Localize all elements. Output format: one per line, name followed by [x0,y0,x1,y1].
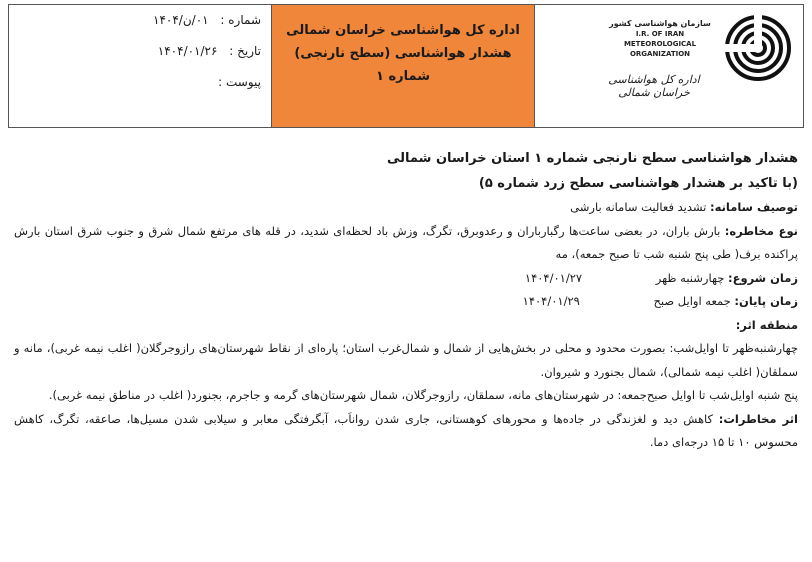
start-label: زمان شروع: [728,270,798,285]
date-row [9,44,261,75]
number-row [9,13,261,44]
logo-en-line: I.R. OF IRAN [635,30,685,38]
meteorological-organization-logo [725,15,791,81]
system-label: توصیف سامانه: [710,200,798,214]
area-paragraph-2: پنج شنبه اوایل‌شب تا اوایل صبح‌جمعه: در شهرستان‌های مانه، سملقان، رازوجرگلان، شمال شهرستان‌های گرمه و جاجرم، بجنورد( اغلب در مناطق نیمه غربی). [48,388,798,402]
attachment-row [9,75,261,106]
area-paragraph-1: چهارشنبه‌ظهر تا اوایل‌شب: بصورت محدود و محلی در بخش‌هایی از شمال و شمال‌غرب استان؛ پاره‌ای از نقاط شهرستان‌های رازوجرگلان( اغلب نیمه غربی)، مانه و سملقان( اغلب نیمه شمالی)، شمال بجنورد و شیروان. [14,341,798,379]
logo-cell [533,5,803,127]
attachment-label: پیوست : [218,75,261,89]
logo-fa-small: سازمان هواشناسی کشور [609,19,711,28]
logo-en-line: METEOROLOGICAL [623,40,697,48]
end-label: زمان پایان: [734,294,798,308]
system-row [14,196,798,220]
title-line: هشدار هواشناسی (سطح نارنجی) [294,46,512,61]
title-line: اداره کل هواشناسی خراسان شمالی [286,23,520,38]
area-label: منطقه اثر: [735,317,798,332]
number-value: ۰۱/ن/۱۴۰۴ [153,13,209,27]
number-label: شماره : [220,13,261,27]
effects-value: کاهش دید و لغزندگی در جاده‌ها و محورهای کوهستانی، جاری شدن رواناَب، آبگرفتگی معابر و سیلابی شدن مسیل‌ها، صاعقه، تگرگ، کاهش محسوس ۱۰ تا ۱۵ درجه‌ای دما. [14,411,798,449]
meta-cell [9,5,271,127]
logo-fa-caption: اداره کل هواشناسی خراسان شمالی [608,73,700,99]
effects-row [14,408,798,455]
title-line: شماره ۱ [375,69,430,84]
letter-body [14,146,798,455]
logo-en-line: ORGANIZATION [629,50,691,58]
hazard-value: بارش باران، در بعضی ساعت‌ها رگبارباران و رعدوبرق، تگرگ، وزش باد لحظه‌ای شدید، در قله های مرتفع شمال شرق و جنوب شرق استان بارش پراکنده برف( طی پنج شنبه شب تا صبح جمعه)، مه [14,223,798,261]
date-label: تاریخ : [229,44,261,58]
end-row [14,290,798,314]
letter-header [8,4,804,128]
end-value: جمعه اوایل صبح [653,294,731,308]
start-value: چهارشنبه ظهر [655,270,725,285]
heading-1: هشدار هواشناسی سطح نارنجی شماره ۱ استان خراسان شمالی [387,151,798,166]
date-value: ۱۴۰۴/۰۱/۲۶ [157,44,218,58]
system-value: تشدید فعالیت سامانه بارشی [570,200,707,214]
warning-title-box [271,5,535,127]
hazard-row [14,220,798,267]
end-date: ۱۴۰۴/۰۱/۲۹ [522,294,580,308]
hazard-label: نوع مخاطره: [724,223,798,238]
logo-text [601,19,719,59]
start-row [14,267,798,291]
effects-label: اثر مخاطرات: [718,411,799,426]
start-date: ۱۴۰۴/۰۱/۲۷ [524,270,583,285]
heading-2: (با تاکید بر هشدار هواشناسی سطح زرد شماره ۵) [478,176,798,191]
